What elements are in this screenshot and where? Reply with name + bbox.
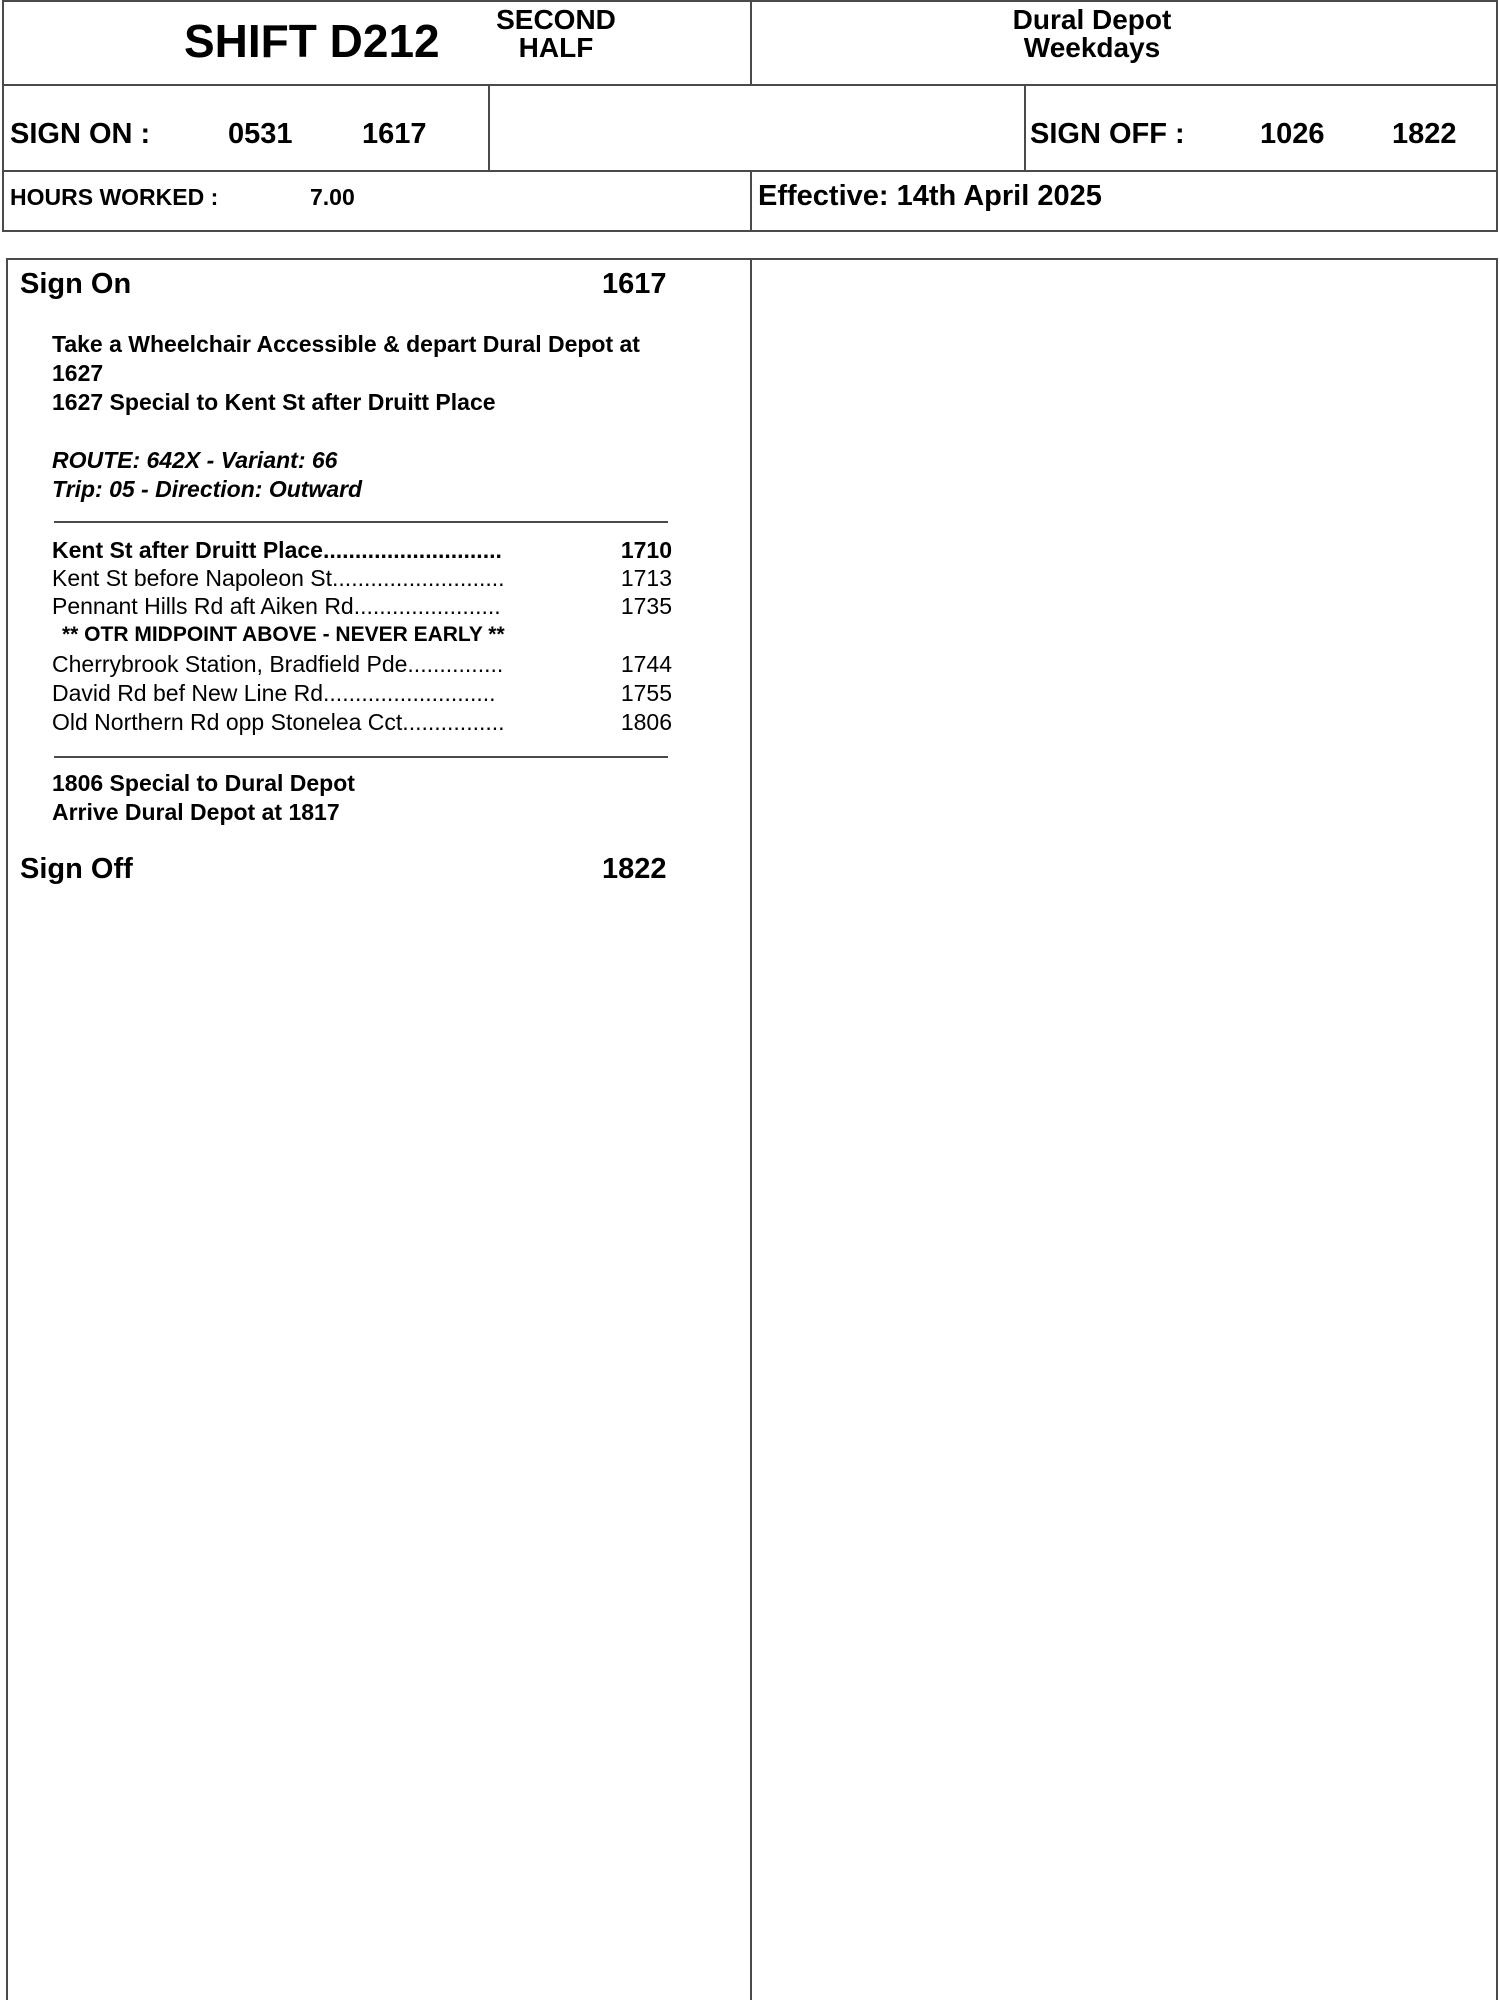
sign-on-cell-rule (488, 84, 490, 172)
sign-off-time-2: 1822 (1392, 118, 1457, 150)
timetable-row (52, 536, 672, 565)
depot-label (752, 6, 1432, 62)
shift-half-label (488, 6, 624, 62)
arrive-depot-line: Arrive Dural Depot at 1817 (52, 799, 340, 825)
depart-instruction-line-1: Take a Wheelchair Accessible & depart Dural Depot at (52, 331, 640, 357)
stop-time: 1744 (620, 651, 672, 677)
timetable-row (52, 564, 672, 593)
body-border-left (6, 258, 8, 2000)
stop-time: 1755 (620, 680, 672, 706)
shift-title: SHIFT D212 (184, 15, 440, 67)
timetable-row (52, 650, 672, 679)
timetable-row (52, 592, 672, 621)
sign-on-time-1: 0531 (228, 118, 293, 150)
sign-off-heading: Sign Off (20, 853, 133, 885)
stop-time: 1713 (620, 565, 672, 591)
stop-name: Cherrybrook Station, Bradfield Pde............... (52, 651, 504, 677)
hours-worked-label: HOURS WORKED : (10, 184, 219, 210)
sign-off-label: SIGN OFF : (1030, 118, 1185, 150)
body-border-top (6, 258, 1498, 260)
header-border-left (2, 0, 4, 232)
hours-worked-value: 7.00 (310, 184, 355, 210)
header-border-right (1496, 0, 1498, 232)
timetable-rule-bottom (54, 756, 668, 758)
depart-instruction-line-2: 1627 (52, 360, 104, 386)
sign-off-cell-rule (1024, 84, 1026, 172)
timetable-rule-top (54, 521, 668, 523)
half-line-1: SECOND (496, 4, 616, 35)
return-special-line: 1806 Special to Dural Depot (52, 770, 355, 796)
body-column-divider (750, 258, 752, 2000)
stop-name: Kent St after Druitt Place............................ (52, 537, 502, 563)
sign-on-heading-time: 1617 (602, 268, 667, 300)
stop-name: Pennant Hills Rd aft Aiken Rd....................... (52, 593, 501, 619)
day-type: Weekdays (1023, 32, 1161, 63)
sign-on-label: SIGN ON : (10, 118, 151, 150)
stop-name: Kent St before Napoleon St........................... (52, 565, 505, 591)
sign-off-time-1: 1026 (1260, 118, 1325, 150)
stop-time: 1710 (620, 537, 672, 563)
special-instruction: 1627 Special to Kent St after Druitt Place (52, 389, 496, 415)
timetable-row (52, 708, 672, 737)
sign-off-heading-time: 1822 (602, 853, 667, 885)
body-border-right (1496, 258, 1498, 2000)
depot-name: Dural Depot (1012, 4, 1172, 35)
header-center-rule-lower (750, 170, 752, 232)
sign-on-heading: Sign On (20, 268, 132, 300)
route-line: ROUTE: 642X - Variant: 66 (52, 447, 338, 473)
half-line-2: HALF (518, 32, 594, 63)
stop-time: 1735 (620, 593, 672, 619)
sign-on-time-2: 1617 (362, 118, 427, 150)
stop-name: Old Northern Rd opp Stonelea Cct................ (52, 709, 505, 735)
effective-date: Effective: 14th April 2025 (758, 180, 1102, 212)
stop-name: David Rd bef New Line Rd........................... (52, 680, 496, 706)
stop-time: 1806 (620, 709, 672, 735)
trip-line: Trip: 05 - Direction: Outward (52, 476, 363, 502)
timetable-row (52, 679, 672, 708)
midpoint-note: ** OTR MIDPOINT ABOVE - NEVER EARLY ** (62, 623, 505, 646)
